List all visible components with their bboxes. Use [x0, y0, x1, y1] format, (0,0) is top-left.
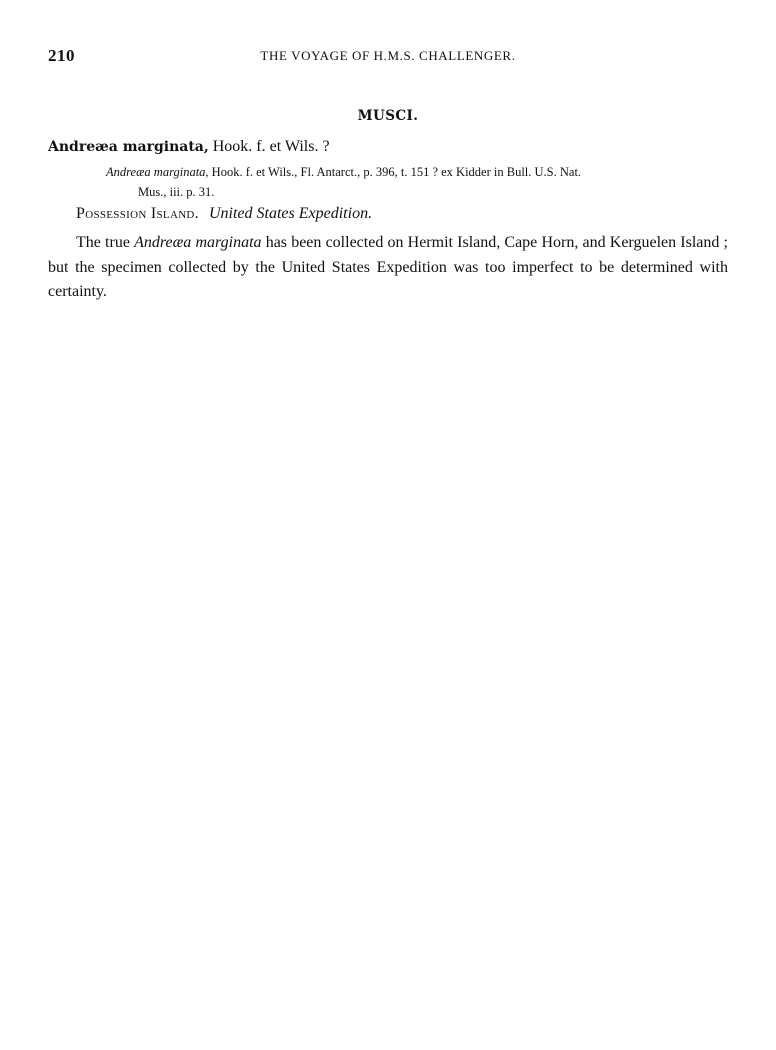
species-authority: Hook. f. et Wils. ? [212, 138, 330, 155]
reference-line-1 [106, 162, 730, 182]
running-head [48, 46, 728, 68]
reference-citation: Hook. f. et Wils., Fl. Antarct., p. 396, t. 151 ? ex Kidder in Bull. U.S. Nat. [211, 165, 582, 179]
page-number: 210 [48, 46, 75, 65]
species-name: Andreæa marginata, [48, 139, 209, 155]
species-entry-line [48, 138, 330, 156]
running-title: THE VOYAGE OF H.M.S. CHALLENGER. [260, 48, 516, 63]
literature-reference [106, 162, 730, 202]
locality-collector: United States Expedition. [208, 205, 373, 222]
locality-place: Possession Island. [76, 205, 199, 222]
paragraph-species-name: Andreæa marginata [134, 234, 262, 251]
paragraph-lead: The true [76, 234, 130, 251]
reference-line-2: Mus., iii. p. 31. [138, 185, 215, 199]
body-paragraph [48, 231, 728, 305]
reference-species-name: Andreæa marginata, [106, 165, 209, 179]
locality-line [76, 205, 372, 223]
paragraph-rest: has been collected on Hermit Island, Cape Horn, and Kerguelen Island ; but the specimen collected by the United States Expedition was too imperfect to be determined with certainty. [48, 234, 729, 300]
section-heading: MUSCI. [357, 108, 419, 124]
